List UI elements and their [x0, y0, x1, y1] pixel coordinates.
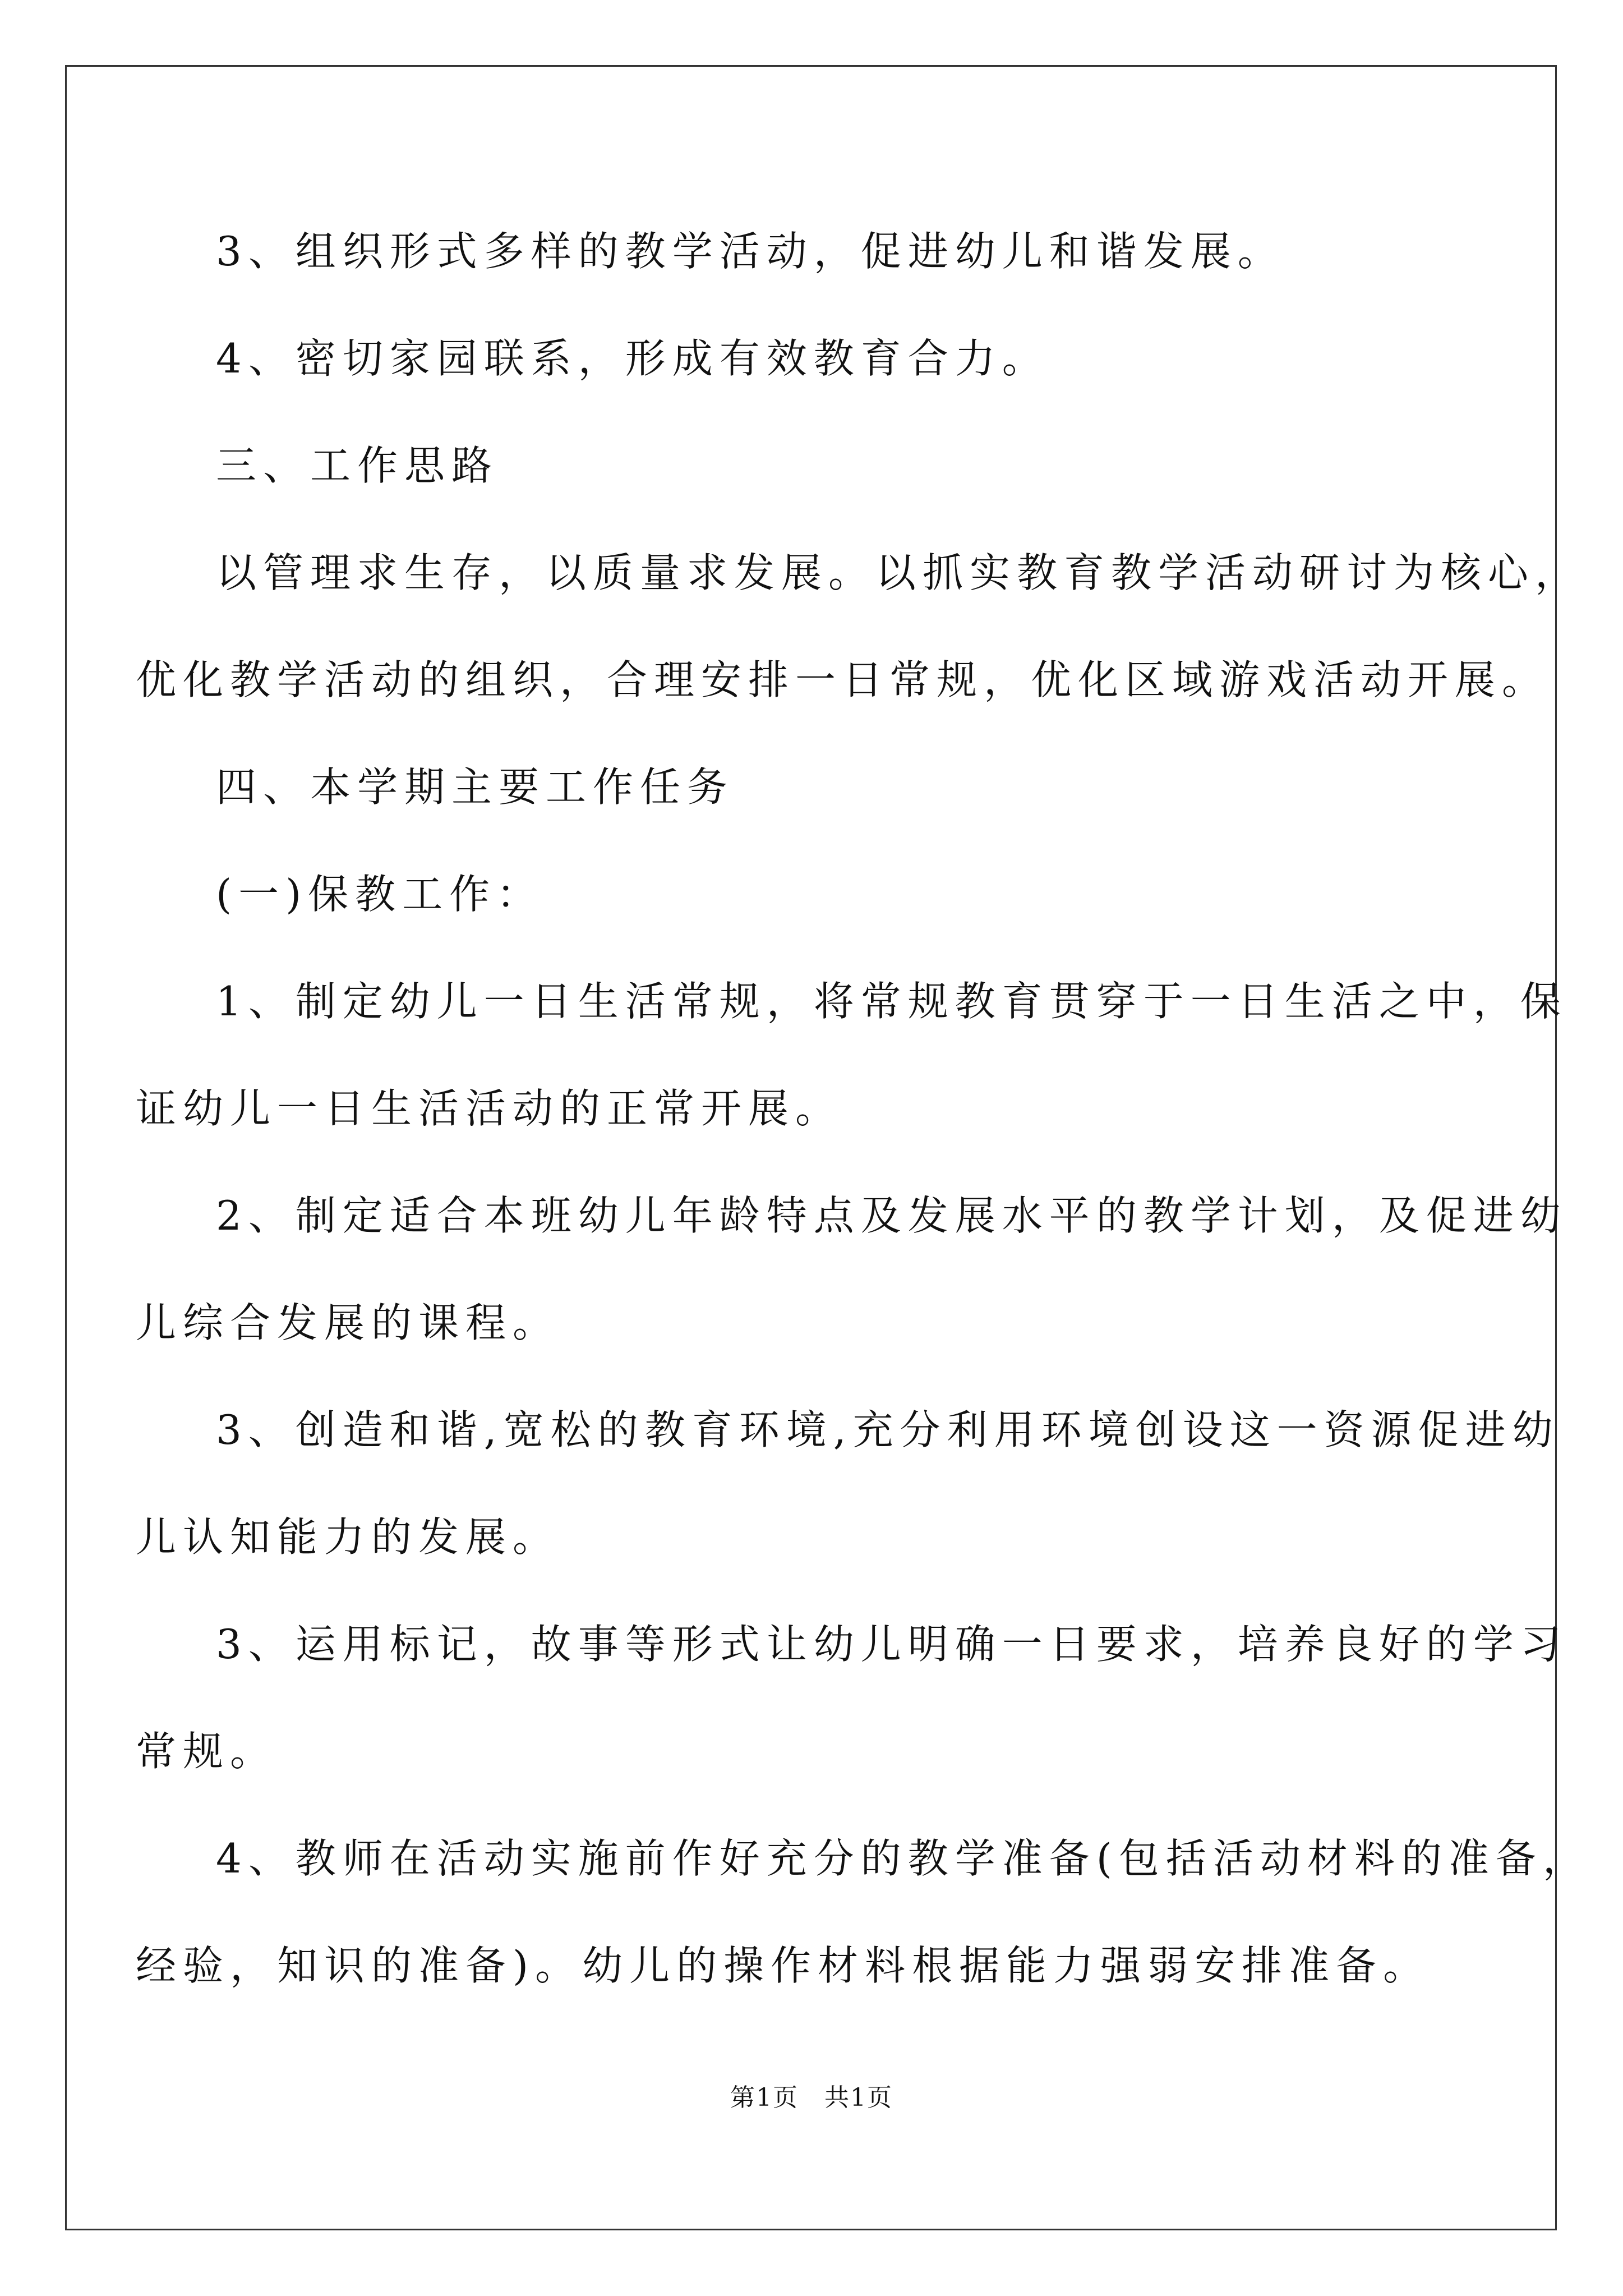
paragraph-line: 以管理求生存，以质量求发展。以抓实教育教学活动研讨为核心， [216, 549, 1583, 596]
paragraph-line: 证幼儿一日生活活动的正常开展。 [136, 1085, 843, 1132]
paragraph-line: 经验，知识的准备)。幼儿的操作材料根据能力强弱安排准备。 [136, 1942, 1431, 1989]
subsection-heading: (一)保教工作： [216, 871, 544, 918]
paragraph-line: 2、制定适合本班幼儿年龄特点及发展水平的教学计划，及促进幼 [216, 1192, 1567, 1239]
paragraph-line: 3、组织形式多样的教学活动，促进幼儿和谐发展。 [216, 228, 1285, 275]
paragraph-line: 4、教师在活动实施前作好充分的教学准备(包括活动材料的准备， [216, 1835, 1590, 1882]
paragraph-line: 常规。 [136, 1728, 278, 1775]
paragraph-line: 儿认知能力的发展。 [136, 1513, 560, 1561]
page-number-footer: 第1页 共1页 [730, 2083, 893, 2112]
page-border [65, 65, 1557, 2230]
paragraph-line: 3、运用标记，故事等形式让幼儿明确一日要求，培养良好的学习 [216, 1621, 1567, 1668]
paragraph-line: 3、创造和谐,宽松的教育环境,充分利用环境创设这一资源促进幼 [216, 1406, 1560, 1453]
paragraph-line: 1、制定幼儿一日生活常规，将常规教育贯穿于一日生活之中，保 [216, 978, 1567, 1025]
paragraph-line: 儿综合发展的课程。 [136, 1299, 560, 1346]
section-heading: 三、工作思路 [216, 442, 499, 489]
section-heading: 四、本学期主要工作任务 [216, 763, 735, 811]
paragraph-line: 4、密切家园联系，形成有效教育合力。 [216, 335, 1049, 382]
paragraph-line: 优化教学活动的组织，合理安排一日常规，优化区域游戏活动开展。 [136, 656, 1550, 703]
